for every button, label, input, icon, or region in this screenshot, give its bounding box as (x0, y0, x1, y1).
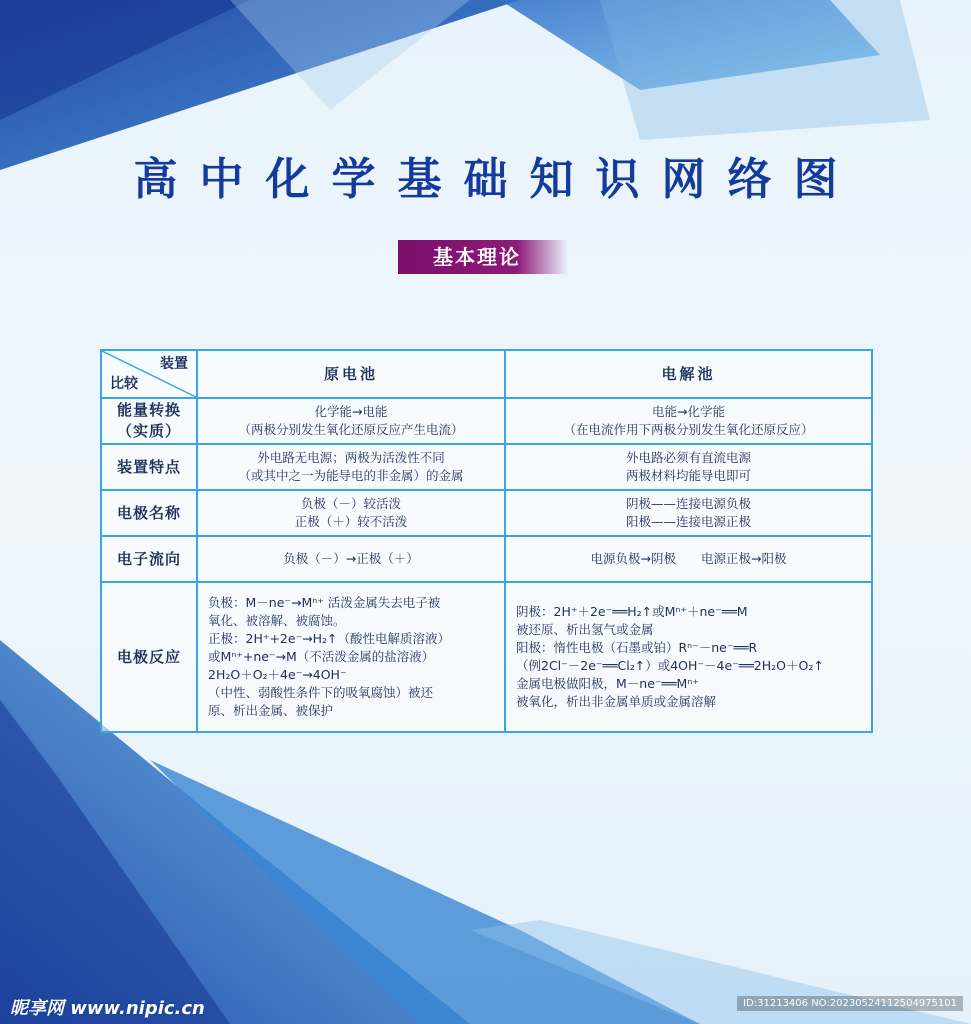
comparison-table (100, 349, 873, 733)
cell-galvanic: 外电路无电源；两极为活泼性不同 （或其中之一为能导电的非金属）的金属 (197, 444, 505, 490)
cell-galvanic: 负极：M－ne⁻→Mⁿ⁺ 活泼金属失去电子被 氧化、被溶解、被腐蚀。 正极：2H⁺+2e⁻→H₂↑（酸性电解质溶液） 或Mⁿ⁺+ne⁻→M（不活泼金属的盐溶液） 2H₂O＋O₂＋4e⁻→4OH⁻ （中性、弱酸性条件下的吸氧腐蚀）被还 原、析出金属、被保护 (197, 582, 505, 732)
row-label: 装置特点 (101, 444, 197, 490)
row-label: 电子流向 (101, 536, 197, 582)
cell-electrolytic: 电能→化学能 （在电流作用下两极分别发生氧化还原反应） (505, 398, 872, 444)
cell-electrolytic: 电源负极→阴极 电源正极→阳极 (505, 536, 872, 582)
cell-galvanic: 负极（－）→正极（＋） (197, 536, 505, 582)
cell-electrolytic: 阴极：2H⁺＋2e⁻══H₂↑或Mⁿ⁺＋ne⁻══M 被还原、析出氢气或金属 阳极：惰性电极（石墨或铂）Rⁿ⁻－ne⁻══R （例2Cl⁻－2e⁻══Cl₂↑）或4OH⁻－4e⁻══2H₂O＋O₂↑ 金属电极做阳极，M－ne⁻══Mⁿ⁺ 被氧化，析出非金属单质或金属溶解 (505, 582, 872, 732)
section-tag: 基本理论 (398, 240, 568, 274)
image-id-label: ID:31213406 NO:20230524112504975101 (737, 996, 963, 1011)
row-label: 电极反应 (101, 582, 197, 732)
cell-electrolytic: 阴极——连接电源负极 阳极——连接电源正极 (505, 490, 872, 536)
table-header-row (101, 350, 872, 398)
cell-galvanic: 负极（－）较活泼 正极（＋）较不活泼 (197, 490, 505, 536)
row-label: 能量转换 （实质） (101, 398, 197, 444)
watermark-logo: 昵享网 www.nipic.cn (10, 998, 205, 1019)
table-row (101, 490, 872, 536)
corner-label-device: 装置 (160, 356, 188, 372)
row-label: 电极名称 (101, 490, 197, 536)
table-row (101, 444, 872, 490)
corner-cell (101, 350, 197, 398)
cell-electrolytic: 外电路必须有直流电源 两极材料均能导电即可 (505, 444, 872, 490)
page-title: 高中化学基础知识网络图 (133, 154, 860, 205)
table-row (101, 582, 872, 732)
column-header-galvanic: 原电池 (197, 350, 505, 398)
corner-label-compare: 比较 (110, 376, 138, 392)
column-header-electrolytic: 电解池 (505, 350, 872, 398)
table-row (101, 536, 872, 582)
table-row (101, 398, 872, 444)
cell-galvanic: 化学能→电能 （两极分别发生氧化还原反应产生电流） (197, 398, 505, 444)
